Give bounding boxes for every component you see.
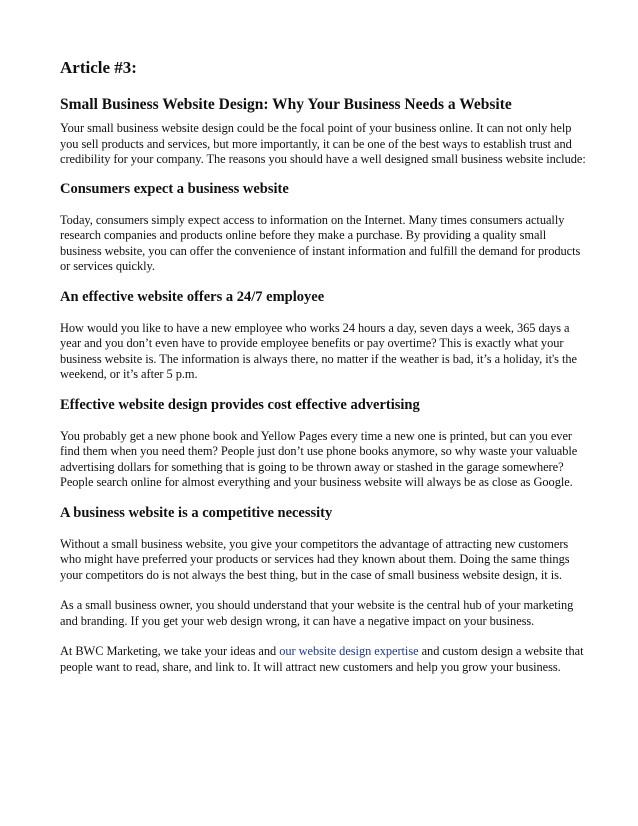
article-title: Small Business Website Design: Why Your Business Needs a Website bbox=[60, 96, 512, 113]
section-heading-consumers: Consumers expect a business website bbox=[60, 180, 289, 197]
section-heading-competitive: A business website is a competitive necessity bbox=[60, 504, 333, 521]
section-heading-advertising: Effective website design provides cost effective advertising bbox=[60, 396, 420, 413]
closing-paragraph: As a small business owner, you should understand that your website is the central hub of your marketing and branding. If you get your web design wrong, it can have a negative impact on your business. bbox=[60, 598, 574, 628]
website-design-expertise-link[interactable]: our website design expertise bbox=[279, 644, 419, 658]
final-text-before-link: At BWC Marketing, we take your ideas and bbox=[60, 644, 280, 658]
section-body-consumers: Today, consumers simply expect access to information on the Internet. Many times consumers actually research companies and products online before they make a purchase. By providing a quality small business website, you can offer the convenience of instant information and fulfill the demand for products or services quickly. bbox=[60, 212, 581, 273]
article-label: Article #3: bbox=[60, 58, 137, 77]
final-text-after-link: and custom design a website that people want to read, share, and link to. It will attract new customers and help you grow your business. bbox=[60, 644, 584, 674]
section-body-employee: How would you like to have a new employee who works 24 hours a day, seven days a week, 365 days a year and you don’t even have to provide employee benefits or pay overtime? This is exactly what your business website is. The information is always there, no matter if the weather is bad, it’s a holiday, it's the weekend, or it’s after 5 p.m. bbox=[60, 320, 577, 381]
section-body-competitive: Without a small business website, you give your competitors the advantage of attracting new customers who might have preferred your products or services had they known about them. Doing the same things your competitors do is not always the best thing, but in the case of small business website design, it is. bbox=[60, 536, 570, 582]
section-heading-employee: An effective website offers a 24/7 employee bbox=[60, 288, 325, 305]
final-paragraph bbox=[60, 644, 590, 675]
intro-paragraph: Your small business website design could be the focal point of your business online. It can not only help you sell products and services, but more importantly, it can be one of the best ways to establish trust and credibility for your company. The reasons you should have a well designed small business website include: bbox=[60, 121, 586, 166]
section-body-advertising: You probably get a new phone book and Yellow Pages every time a new one is printed, but can you ever find them when you need them? People just don’t use phone books anymore, so why waste your valuable advertising dollars for something that is going to be thrown away or stashed in the garage somewhere? People search online for almost everything and your business website will always be as close as Google. bbox=[60, 428, 578, 489]
document-page bbox=[60, 58, 590, 675]
